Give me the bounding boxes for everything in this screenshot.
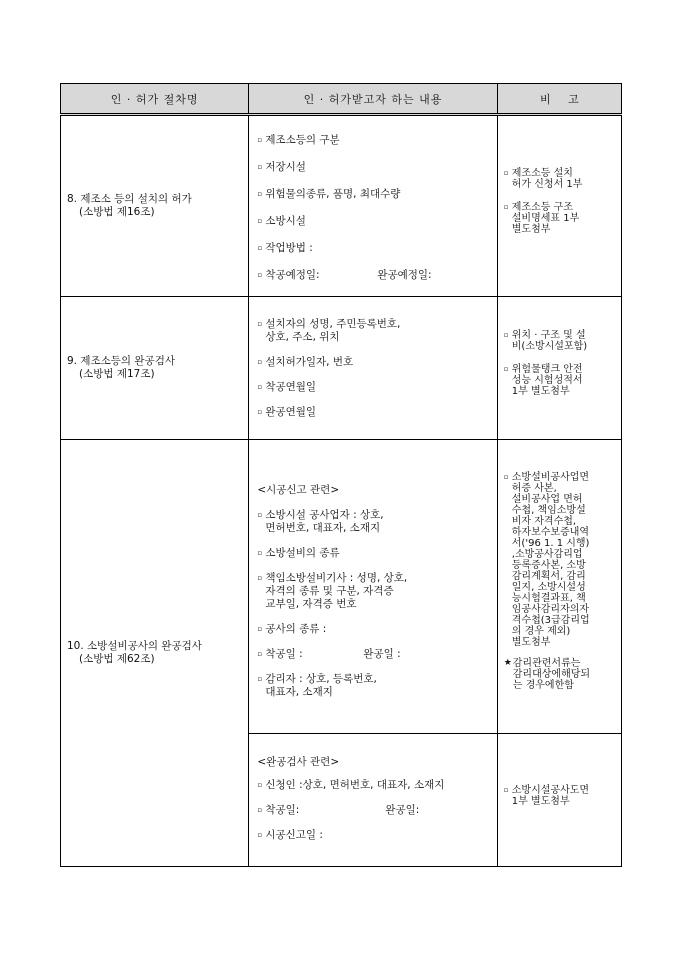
star-icon: ★	[503, 657, 512, 668]
procedure-law: (소방법 제16조)	[79, 206, 155, 218]
bullet-icon: ▫	[257, 382, 263, 391]
list-item: ▫ 책임소방설비기사 : 성명, 상호, 자격의 종류 및 구분, 자격증 교부일, 자격증 번호	[257, 572, 408, 610]
bullet-icon: ▫	[257, 163, 263, 171]
procedure-name: 8. 제조소 등의 설치의 허가	[67, 193, 192, 205]
list-item-dates	[257, 648, 490, 661]
bullet-icon: ▫	[503, 169, 509, 177]
list-item: ▫ 설치허가일자, 번호	[257, 355, 354, 368]
content-cell	[249, 734, 497, 867]
procedure-cell	[61, 115, 249, 297]
bullet-icon: ▫	[257, 357, 263, 366]
procedure-cell	[61, 440, 249, 867]
list-item: ▫ 작업방법 :	[257, 242, 313, 254]
procedure-cell	[61, 297, 249, 440]
end-date-label: 완공일 :	[363, 648, 401, 660]
list-item-dates	[257, 269, 490, 282]
list-item: ▫ 저장시설	[257, 161, 306, 173]
bullet-icon: ▫	[257, 831, 263, 839]
remark-item: ▫ 제조소등 구조 설비명세표 1부 별도첨부	[503, 202, 580, 235]
remarks-cell	[497, 297, 621, 440]
bullet-icon: ▫	[257, 407, 263, 416]
list-item: ▫ 위험물의종류, 품명, 최대수량	[257, 188, 401, 200]
bullet-icon: ▫	[503, 472, 509, 481]
list-item: ▫ 소방설비의 종류	[257, 547, 340, 559]
remark-item: ▫ 위치 · 구조 및 설 비(소방시설포함)	[503, 330, 588, 352]
list-item: ▫ 감리자 : 상호, 등록번호, 대표자, 소재지	[257, 673, 377, 698]
list-item: ▫ 소방시설	[257, 215, 306, 227]
remark-star-note: ★ 감리관련서류는 감리대상에해당되 는 경우에한함	[503, 657, 591, 691]
end-date-label: 완공예정일:	[377, 269, 432, 281]
list-item-dates	[257, 804, 490, 817]
table-row	[61, 115, 622, 297]
bullet-icon: ▫	[257, 319, 263, 328]
bullet-icon: ▫	[257, 244, 263, 252]
end-date-label: 완공일:	[385, 804, 420, 816]
bullet-icon: ▫	[503, 785, 509, 794]
list-item: ▫ 완공연월일	[257, 405, 317, 418]
remarks-cell	[497, 440, 621, 734]
remarks-cell	[497, 115, 621, 297]
bullet-icon: ▫	[257, 190, 263, 198]
list-item: ▫ 설치자의 성명, 주민등록번호, 상호, 주소, 위치	[257, 317, 401, 343]
list-item: ▫ 신청인 :상호, 면허번호, 대표자, 소재지	[257, 779, 445, 791]
remark-item: ▫ 소방시설공사도면 1부 별도첨부	[503, 784, 590, 807]
bullet-icon: ▫	[503, 331, 509, 339]
bullet-icon: ▫	[257, 217, 263, 225]
remark-item: ▫ 제조소등 설치 허가 신청서 1부	[503, 168, 583, 190]
bullet-icon: ▫	[257, 806, 263, 814]
list-item: ▫ 착공연월일	[257, 380, 317, 393]
table-row	[61, 440, 622, 734]
bullet-icon: ▫	[257, 549, 263, 557]
start-date-label: 착공일:	[265, 804, 300, 816]
bullet-icon: ▫	[257, 781, 263, 789]
content-cell	[249, 440, 497, 734]
bullet-icon: ▫	[257, 511, 263, 519]
remark-item: ▫ 소방설비공사업면 허증 사본, 설비공사업 면허 수첩, 책임소방설 비자 자격수첩, 하자보수보증내역 서('96 1. 1 시행) ,소방공사감리업 등록증사본, 소방 감리계획서, 감리 일지, 소방시설성 능시험결과표, 책 임공사감리자의자 격수첩(3급감리업 의 경우 제외) 별도첨부	[503, 471, 590, 648]
bullet-icon: ▫	[257, 271, 263, 279]
procedure-law: (소방법 제62조)	[79, 653, 155, 665]
header-content: 인 · 허가받고자 하는 내용	[249, 84, 497, 115]
bullet-icon: ▫	[257, 574, 263, 582]
permit-procedure-table	[60, 83, 622, 867]
bullet-icon: ▫	[257, 650, 263, 658]
content-cell	[249, 115, 497, 297]
header-remarks: 비 고	[497, 84, 621, 115]
list-item: ▫ 제조소등의 구분	[257, 134, 340, 146]
bullet-icon: ▫	[257, 136, 263, 144]
header-procedure: 인 · 허가 절차명	[61, 84, 249, 115]
procedure-law: (소방법 제17조)	[79, 368, 155, 380]
bullet-icon: ▫	[503, 203, 509, 211]
bullet-icon: ▫	[257, 675, 263, 683]
remarks-cell	[497, 734, 621, 867]
bullet-icon: ▫	[503, 365, 509, 373]
table-header-row	[61, 84, 622, 115]
content-cell	[249, 297, 497, 440]
table-row	[61, 297, 622, 440]
list-item: ▫ 시공신고일 :	[257, 829, 323, 841]
start-date-label: 착공예정일:	[265, 269, 320, 281]
procedure-name: 10. 소방설비공사의 완공검사	[67, 640, 202, 652]
list-item: ▫ 소방시설 공사업자 : 상호, 면허번호, 대표자, 소재지	[257, 509, 384, 534]
section-heading: <완공검사 관련>	[257, 756, 340, 768]
list-item: ▫ 공사의 종류 :	[257, 623, 327, 635]
bullet-icon: ▫	[257, 625, 263, 633]
remark-item: ▫ 위험물탱크 안전 성능 시험성적서 1부 별도첨부	[503, 364, 583, 397]
procedure-name: 9. 제조소등의 완공검사	[67, 355, 175, 367]
start-date-label: 착공일 :	[265, 648, 303, 660]
section-heading: <시공신고 관련>	[257, 484, 340, 496]
